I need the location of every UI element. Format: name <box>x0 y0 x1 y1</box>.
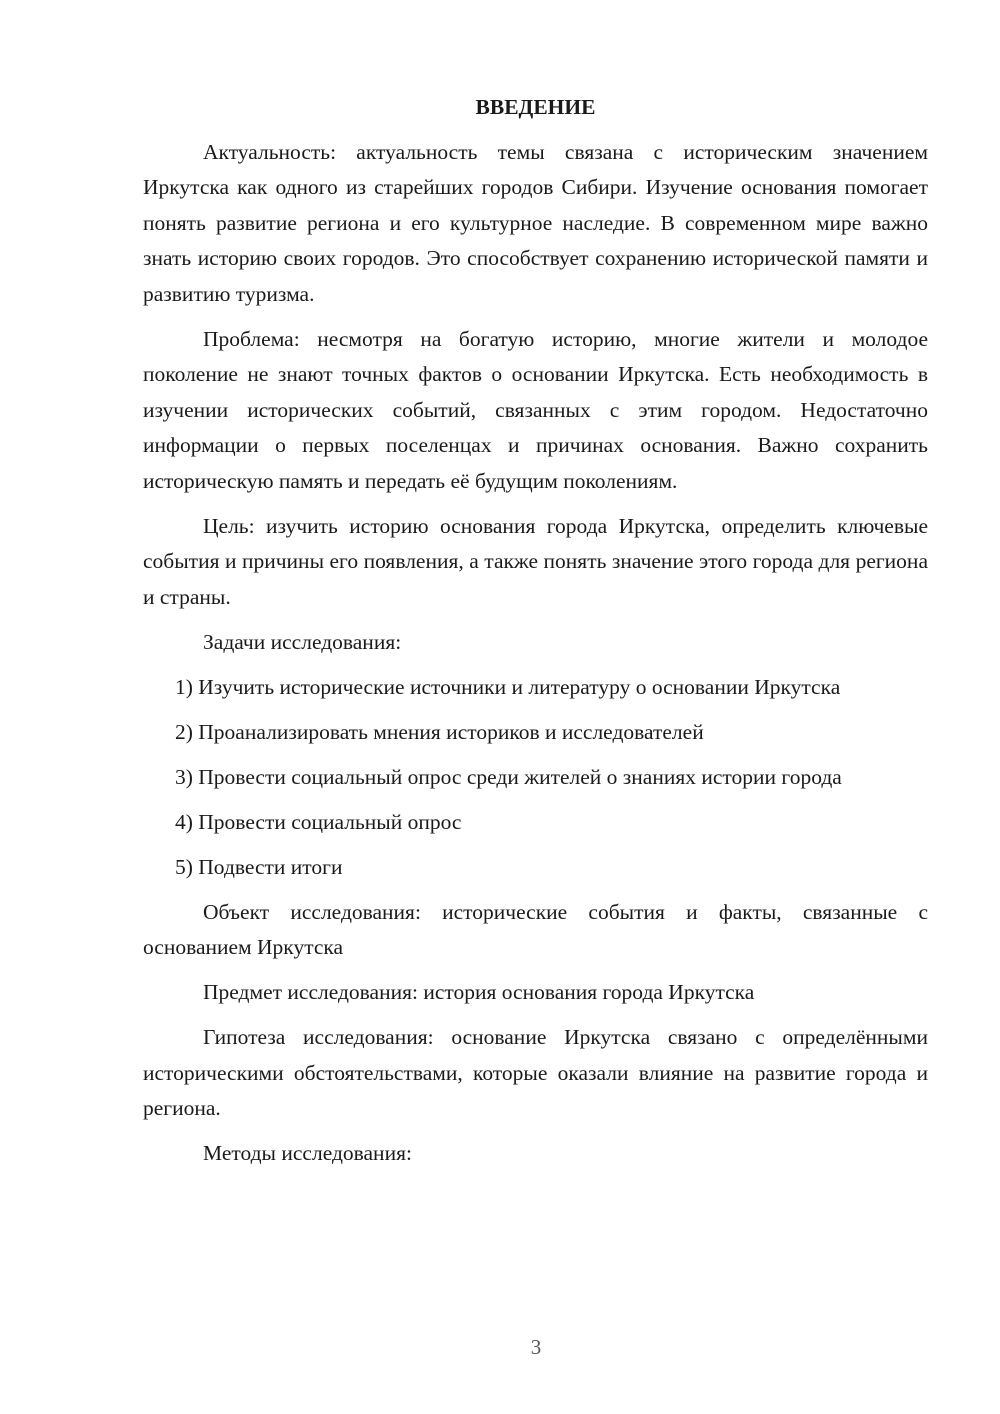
object-paragraph: Объект исследования: исторические события и факты, связанные с основанием Иркутска <box>143 899 928 959</box>
task-item-1: 1) Изучить исторические источники и литературу о основании Иркутска <box>175 674 841 699</box>
section-heading: ВВЕДЕНИЕ <box>475 95 596 119</box>
relevance-paragraph: Актуальность: актуальность темы связана с историческим значением Иркутска как одного из старейших городов Сибири. Изучение основания помогает понять развитие региона и его культурное наследие. В современном мире важно знать историю своих городов. Это способствует сохранению исторической памяти и развитию туризма. <box>143 139 928 306</box>
task-item-5: 5) Подвести итоги <box>175 854 343 879</box>
tasks-heading: Задачи исследования: <box>203 629 402 654</box>
page-number: 3 <box>530 1335 542 1359</box>
methods-heading: Методы исследования: <box>203 1141 412 1165</box>
goal-paragraph: Цель: изучить историю основания города Иркутска, определить ключевые события и причины его появления, а также понять значение этого города для региона и страны. <box>143 513 928 609</box>
task-item-2: 2) Проанализировать мнения историков и исследователей <box>175 719 704 744</box>
hypothesis-paragraph: Гипотеза исследования: основание Иркутска связано с определёнными историческими обстоятельствами, которые оказали влияние на развитие города и региона. <box>143 1025 928 1120</box>
task-item-4: 4) Провести социальный опрос <box>175 809 462 834</box>
problem-paragraph: Проблема: несмотря на богатую историю, многие жители и молодое поколение не знают точных фактов о основании Иркутска. Есть необходимость в изучении исторических событий, связанных с этим городом. Недостаточно информации о первых поселенцах и причинах основания. Важно сохранить историческую память и передать её будущим поколениям. <box>143 326 928 493</box>
subject-paragraph: Предмет исследования: история основания города Иркутска <box>203 980 755 1004</box>
page-content <box>143 90 928 1181</box>
task-item-3: 3) Провести социальный опрос среди жителей о знаниях истории города <box>175 764 842 789</box>
